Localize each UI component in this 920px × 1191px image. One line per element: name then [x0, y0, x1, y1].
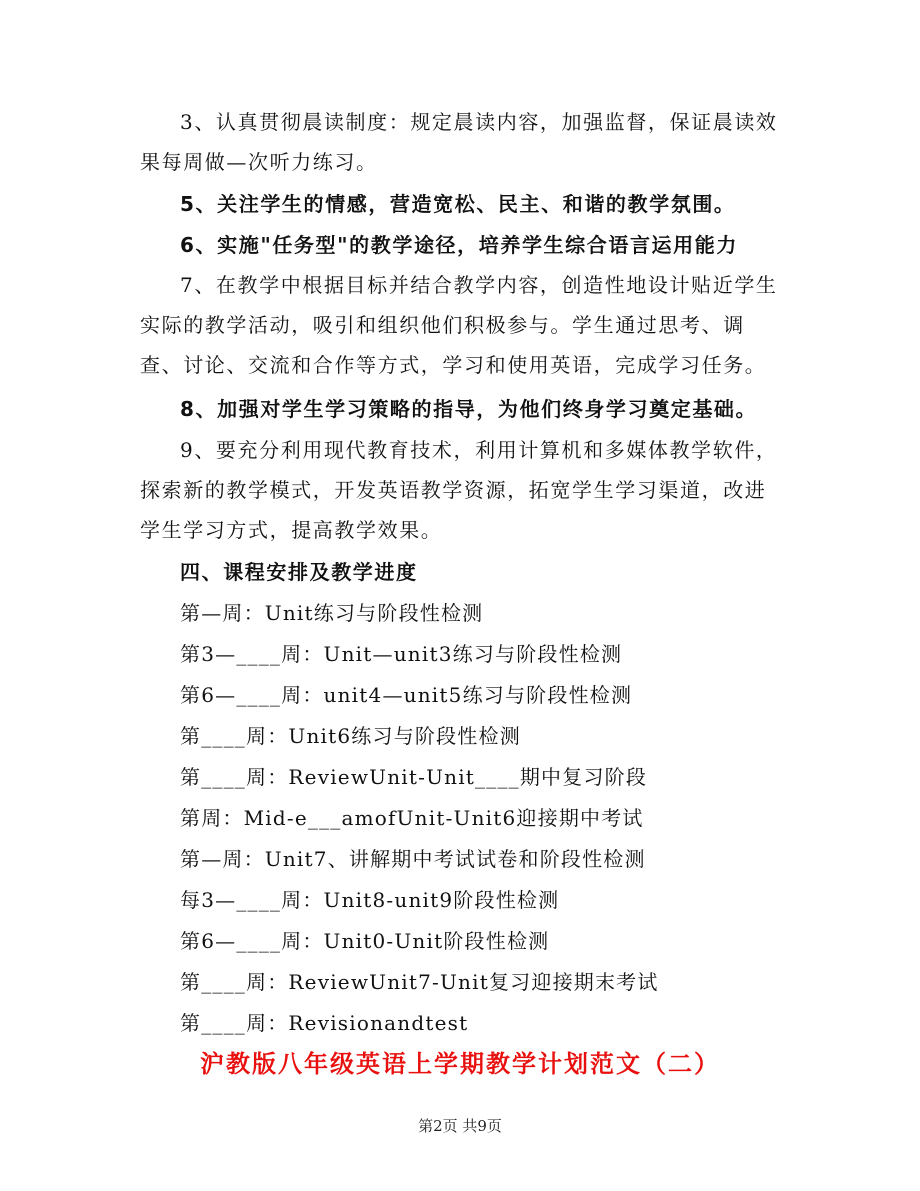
paragraph-6: 6、实施"任务型"的教学途径，培养学生综合语言运用能力	[180, 233, 738, 257]
schedule-item: 第—周：Unit7、讲解期中考试试卷和阶段性检测	[180, 847, 646, 871]
schedule-item: 第6—____周：Unit0-Unit阶段性检测	[180, 929, 550, 953]
schedule-item: 第6—____周：unit4—unit5练习与阶段性检测	[180, 683, 633, 707]
schedule-item: 第____周：Unit6练习与阶段性检测	[180, 724, 521, 748]
schedule-item: 第周：Mid-e___amofUnit-Unit6迎接期中考试	[180, 806, 644, 830]
schedule-item: 第—周：Unit练习与阶段性检测	[180, 601, 484, 625]
schedule-item: 第____周：ReviewUnit7-Unit复习迎接期末考试	[180, 970, 659, 994]
schedule-item: 每3—____周：Unit8-unit9阶段性检测	[180, 888, 560, 912]
schedule-item: 第____周：Revisionandtest	[180, 1011, 469, 1035]
schedule-item: 第____周：ReviewUnit-Unit____期中复习阶段	[180, 765, 648, 789]
paragraph-3: 3、认真贯彻晨读制度：规定晨读内容，加强监督，保证晨读效果每周做—次听力练习。	[140, 110, 778, 174]
section-heading: 四、课程安排及教学进度	[180, 560, 418, 584]
paragraph-9: 9、要充分利用现代教育技术，利用计算机和多媒体教学软件，探索新的教学模式，开发英语教学资源，拓宽学生学习渠道，改进学生学习方式，提高教学效果。	[140, 438, 778, 542]
paragraph-7: 7、在教学中根据目标并结合教学内容，创造性地设计贴近学生实际的教学活动，吸引和组织他们积极参与。学生通过思考、调查、讨论、交流和合作等方式，学习和使用英语，完成学习任务。	[140, 273, 778, 377]
paragraph-8: 8、加强对学生学习策略的指导，为他们终身学习奠定基础。	[180, 397, 758, 421]
schedule-item: 第3—____周：Unit—unit3练习与阶段性检测	[180, 642, 623, 666]
document-title: 沪教版八年级英语上学期教学计划范文（二）	[200, 1050, 720, 1078]
paragraph-5: 5、关注学生的情感，营造宽松、民主、和谐的教学氛围。	[180, 192, 736, 216]
page-footer: 第2页 共9页	[418, 1117, 502, 1135]
